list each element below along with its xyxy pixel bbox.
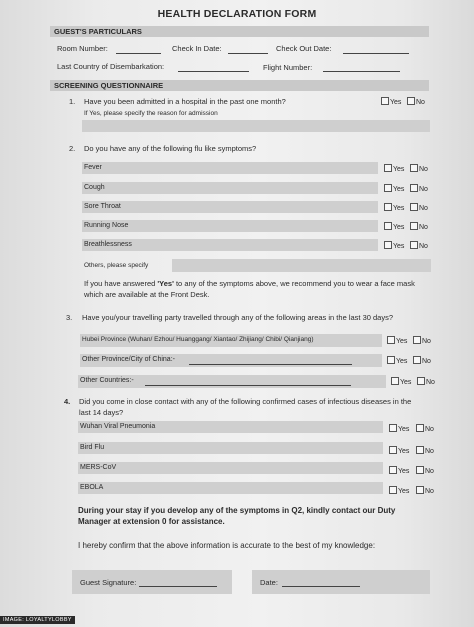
checkbox-icon[interactable] [389,466,397,474]
disease-row [78,482,383,494]
area-row [80,354,382,367]
hubei-no-option[interactable] [413,336,431,346]
checkbox-icon[interactable] [389,424,397,432]
q1-subtext: If Yes, please specify the reason for admission [84,110,218,117]
q2-number: 2. [69,144,76,153]
particulars-header-label: GUEST'S PARTICULARS [54,27,142,36]
other-countries-field[interactable] [145,385,351,386]
check-in-label: Check In Date: [172,44,222,53]
area-label: Other Countries:- [80,377,134,384]
yes-label: Yes [393,243,405,250]
no-label: No [426,379,435,386]
checkbox-icon[interactable] [389,446,397,454]
symptom-label: Breathlessness [84,241,132,248]
checkbox-icon[interactable] [416,486,424,494]
no-label: No [419,166,428,173]
q1-no-option[interactable] [407,97,425,107]
form-title: HEALTH DECLARATION FORM [157,8,317,20]
disease-row [78,421,383,433]
running-nose-no-option[interactable] [410,222,428,232]
no-label: No [419,205,428,212]
other-china-field[interactable] [189,364,352,365]
last-country-field[interactable] [178,71,249,72]
other-countries-yes-option[interactable] [391,377,411,387]
check-out-field[interactable] [343,53,409,54]
mers-no-option[interactable] [416,466,434,476]
disease-row [78,462,383,474]
yes-label: Yes [393,224,405,231]
hubei-yes-option[interactable] [387,336,407,346]
checkbox-icon[interactable] [389,486,397,494]
checkbox-icon[interactable] [381,97,389,105]
checkbox-icon[interactable] [387,336,395,344]
mask-note-pre: If you have answered [84,279,158,288]
yes-label: Yes [400,379,412,386]
symptom-row [82,162,378,174]
checkbox-icon[interactable] [384,222,392,230]
symptom-label: Cough [84,184,105,191]
q3-number: 3. [66,313,73,322]
q1-yes-option[interactable] [381,97,401,107]
checkbox-icon[interactable] [384,164,392,172]
no-label: No [422,338,431,345]
bird-flu-no-option[interactable] [416,446,434,456]
duty-manager-notice: During your stay if you develop any of the symptoms in Q2, kindly contact our Duty Manager at extension 0 for assistance. [78,506,396,526]
bird-flu-yes-option[interactable] [389,446,409,456]
last-country-label: Last Country of Disembarkation: [57,62,165,71]
cough-yes-option[interactable] [384,184,404,194]
area-row [78,375,386,388]
mask-note [84,278,424,300]
yes-label: Yes [398,426,410,433]
room-number-field[interactable] [116,53,161,54]
yes-label: Yes [398,448,410,455]
particulars-header [50,26,429,37]
fever-yes-option[interactable] [384,164,404,174]
checkbox-icon[interactable] [407,97,415,105]
other-china-no-option[interactable] [413,356,431,366]
guest-signature-label: Guest Signature: [80,578,137,587]
checkbox-icon[interactable] [413,356,421,364]
area-row [80,334,382,347]
breathlessness-yes-option[interactable] [384,241,404,251]
symptom-row [82,182,378,194]
date-box [252,570,430,594]
q4-number: 4. [64,397,71,406]
yes-label: Yes [396,358,408,365]
q3-text: Have you/your travelling party travelled through any of the following areas in the last 30 days? [82,313,394,322]
area-label: Hubei Province (Wuhan/ Ezhou/ Huanggang/ Xiantao/ Zhijiang/ Chibi/ Qianjiang) [82,336,314,343]
disease-label: EBOLA [80,484,104,491]
checkbox-icon[interactable] [416,424,424,432]
symptom-row [82,220,378,232]
disease-label: Wuhan Viral Pneumonia [80,423,156,430]
no-label: No [425,468,434,475]
symptom-row [82,239,378,251]
date-label: Date: [260,578,278,587]
q2-text: Do you have any of the following flu like symptoms? [84,144,257,153]
checkbox-icon[interactable] [384,241,392,249]
symptom-label: Fever [84,164,102,171]
sore-throat-no-option[interactable] [410,203,428,213]
yes-label: Yes [398,488,410,495]
room-number-label: Room Number: [57,44,108,53]
checkbox-icon[interactable] [387,356,395,364]
area-label: Other Province/City of China:- [82,356,175,363]
no-label: No [425,448,434,455]
checkbox-icon[interactable] [384,184,392,192]
yes-label: Yes [393,166,405,173]
q4-text: Did you come in close contact with any of the following confirmed cases of infectious diseases in the last 14 days? [79,397,412,417]
questionnaire-header [50,80,429,91]
fever-no-option[interactable] [410,164,428,174]
ebola-yes-option[interactable] [389,486,409,496]
others-field[interactable] [172,259,431,272]
symptom-label: Running Nose [84,222,129,229]
no-label: No [419,186,428,193]
check-in-field[interactable] [228,53,268,54]
checkbox-icon[interactable] [391,377,399,385]
checkbox-icon[interactable] [384,203,392,211]
q1-text: Have you been admitted in a hospital in the past one month? [84,97,286,106]
yes-label: Yes [390,99,402,106]
checkbox-icon[interactable] [410,241,418,249]
flight-number-field[interactable] [323,71,400,72]
disease-label: MERS-CoV [80,464,117,471]
yes-label: Yes [398,468,410,475]
guest-signature-field[interactable] [139,586,217,587]
others-label: Others, please specify [84,262,149,269]
ebola-no-option[interactable] [416,486,434,496]
no-label: No [419,224,428,231]
sore-throat-yes-option[interactable] [384,203,404,213]
yes-label: Yes [393,186,405,193]
breathlessness-no-option[interactable] [410,241,428,251]
image-credit: IMAGE: LOYALTYLOBBY [0,616,75,624]
wuhan-yes-option[interactable] [389,424,409,434]
yes-label: Yes [393,205,405,212]
mask-note-yes: 'Yes' [157,279,174,288]
no-label: No [419,243,428,250]
checkbox-icon[interactable] [416,446,424,454]
checkbox-icon[interactable] [417,377,425,385]
no-label: No [425,488,434,495]
checkbox-icon[interactable] [410,222,418,230]
mers-yes-option[interactable] [389,466,409,476]
confirmation-text: I hereby confirm that the above information is accurate to the best of my knowledge: [78,541,376,550]
symptom-row [82,201,378,213]
disease-row [78,442,383,454]
yes-label: Yes [396,338,408,345]
symptom-label: Sore Throat [84,203,121,210]
q1-reason-field[interactable] [82,120,430,132]
disease-label: Bird Flu [80,444,105,451]
checkbox-icon[interactable] [410,164,418,172]
checkbox-icon[interactable] [413,336,421,344]
flight-number-label: Flight Number: [263,63,313,72]
check-out-label: Check Out Date: [276,44,332,53]
checkbox-icon[interactable] [410,184,418,192]
other-countries-no-option[interactable] [417,377,435,387]
other-china-yes-option[interactable] [387,356,407,366]
questionnaire-header-label: SCREENING QUESTIONNAIRE [54,81,164,90]
running-nose-yes-option[interactable] [384,222,404,232]
cough-no-option[interactable] [410,184,428,194]
no-label: No [422,358,431,365]
checkbox-icon[interactable] [410,203,418,211]
mask-note-post: to any of the symptoms above, we recommend you to wear a face mask which are available at the Front Desk. [84,279,415,299]
no-label: No [425,426,434,433]
q1-number: 1. [69,97,76,106]
checkbox-icon[interactable] [416,466,424,474]
date-field[interactable] [282,586,360,587]
wuhan-no-option[interactable] [416,424,434,434]
no-label: No [416,99,425,106]
